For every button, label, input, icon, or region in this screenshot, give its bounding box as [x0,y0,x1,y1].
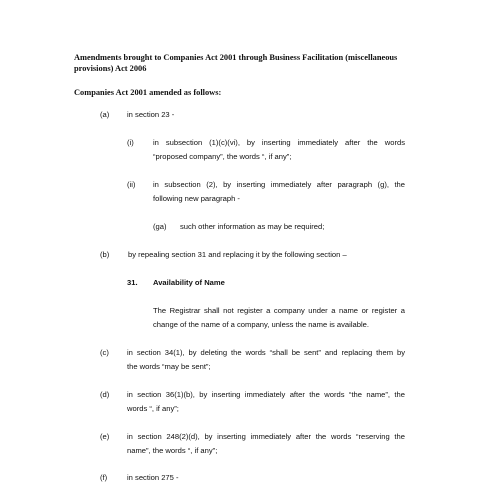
item-c-line2: the words “may be sent”; [127,362,211,371]
item-c-line1: in section 34(1), by deleting the words “shall be sent” and replacing them by [127,348,405,357]
item-a-ii-line1: in subsection (2), by inserting immediately after paragraph (g), the [153,180,405,189]
item-a-ii-line2: following new paragraph - [153,194,240,203]
item-a-text: in section 23 - [127,110,175,119]
document-title: Amendments brought to Companies Act 2001 through Business Facilitation (miscellaneous provisions) Act 2006 [74,53,398,73]
item-a-ii-ga-text: such other information as may be required; [180,222,325,231]
item-f-text: in section 275 - [127,473,179,482]
item-e-line2: name”, the words “, if any”; [127,446,218,455]
item-d-line2: words “, if any”; [127,404,179,413]
item-d-label: (d) [100,390,110,399]
document-subtitle: Companies Act 2001 amended as follows: [74,88,222,97]
item-c-label: (c) [100,348,109,357]
item-a-i-label: (i) [127,138,134,147]
item-d-line1: in section 36(1)(b), by inserting immediately after the words “the name”, the [127,390,405,399]
item-a-label: (a) [100,110,110,119]
item-a-i-line2: “proposed company”, the words “, if any”; [153,152,292,161]
section-31-line1: The Registrar shall not register a company under a name or register a [153,306,405,315]
section-31-line2: change of the name of a company, unless the name is available. [153,320,369,329]
item-a-ii-label: (ii) [127,180,136,189]
item-a-i-line1: in subsection (1)(c)(vi), by inserting immediately after the words [153,138,405,147]
item-e-label: (e) [100,432,110,441]
item-b-label: (b) [100,250,110,259]
item-a-ii-ga-label: (ga) [153,222,167,231]
item-f-label: (f) [100,473,108,482]
section-31-number: 31. [127,278,138,287]
section-31-title: Availability of Name [153,278,225,287]
item-b-text: by repealing section 31 and replacing it by the following section – [128,250,347,259]
item-e-line1: in section 248(2)(d), by inserting immediately after the words “reserving the [127,432,405,441]
